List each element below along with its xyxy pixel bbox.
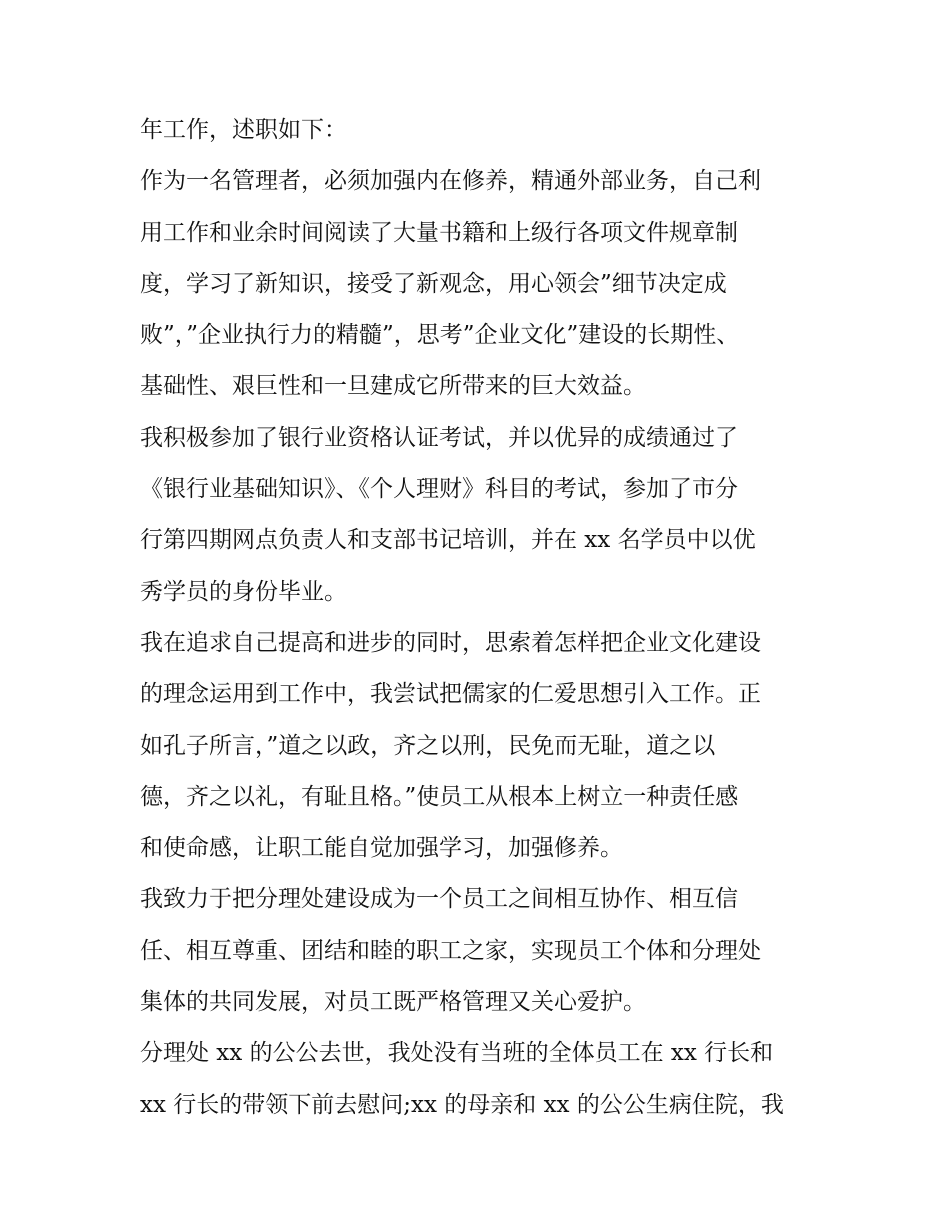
- text-line: 和使命感，让职工能自觉加强学习，加强修养。: [140, 835, 623, 862]
- text-line: 《银行业基础知识》、《个人理财》科目的考试，参加了市分: [140, 476, 738, 503]
- text-line: 的理念运用到工作中，我尝试把儒家的仁爱思想引入工作。正: [140, 681, 761, 708]
- text-line: 我在追求自己提高和进步的同时，思索着怎样把企业文化建设: [140, 629, 761, 656]
- text-line: 年工作，述职如下：: [140, 117, 347, 143]
- text-line: 行第四期网点负责人和支部书记培训，并在 xx 名学员中以优: [140, 527, 756, 554]
- text-line: 基础性、艰巨性和一旦建成它所带来的巨大效益。: [140, 373, 646, 400]
- text-line: 用工作和业余时间阅读了大量书籍和上级行各项文件规章制: [140, 219, 738, 246]
- text-line: 任、相互尊重、团结和睦的职工之家，实现员工个体和分理处: [140, 937, 761, 964]
- text-line: 秀学员的身份毕业。: [140, 578, 347, 605]
- text-line: 度，学习了新知识，接受了新观念，用心领会”细节决定成: [140, 270, 727, 297]
- text-line: 我致力于把分理处建设成为一个员工之间相互协作、相互信: [140, 886, 738, 913]
- text-line: 集体的共同发展，对员工既严格管理又关心爱护。: [140, 989, 646, 1016]
- text-line: 如孔子所言，”道之以政，齐之以刑，民免而无耻，道之以: [140, 732, 716, 759]
- text-line: 德，齐之以礼，有耻且格。”使员工从根本上树立一种责任感: [140, 783, 739, 810]
- text-line: 败”，”企业执行力的精髓”，思考”企业文化”建设的长期性、: [140, 322, 740, 349]
- text-line: 我积极参加了银行业资格认证考试，并以优异的成绩通过了: [140, 424, 738, 451]
- text-line: 分理处 xx 的公公去世，我处没有当班的全体员工在 xx 行长和: [140, 1040, 774, 1067]
- text-line: 作为一名管理者，必须加强内在修养，精通外部业务，自己利: [140, 168, 761, 195]
- text-line: xx 行长的带领下前去慰问;xx 的母亲和 xx 的公公生病住院，我: [140, 1091, 784, 1118]
- document-body: [140, 105, 830, 1131]
